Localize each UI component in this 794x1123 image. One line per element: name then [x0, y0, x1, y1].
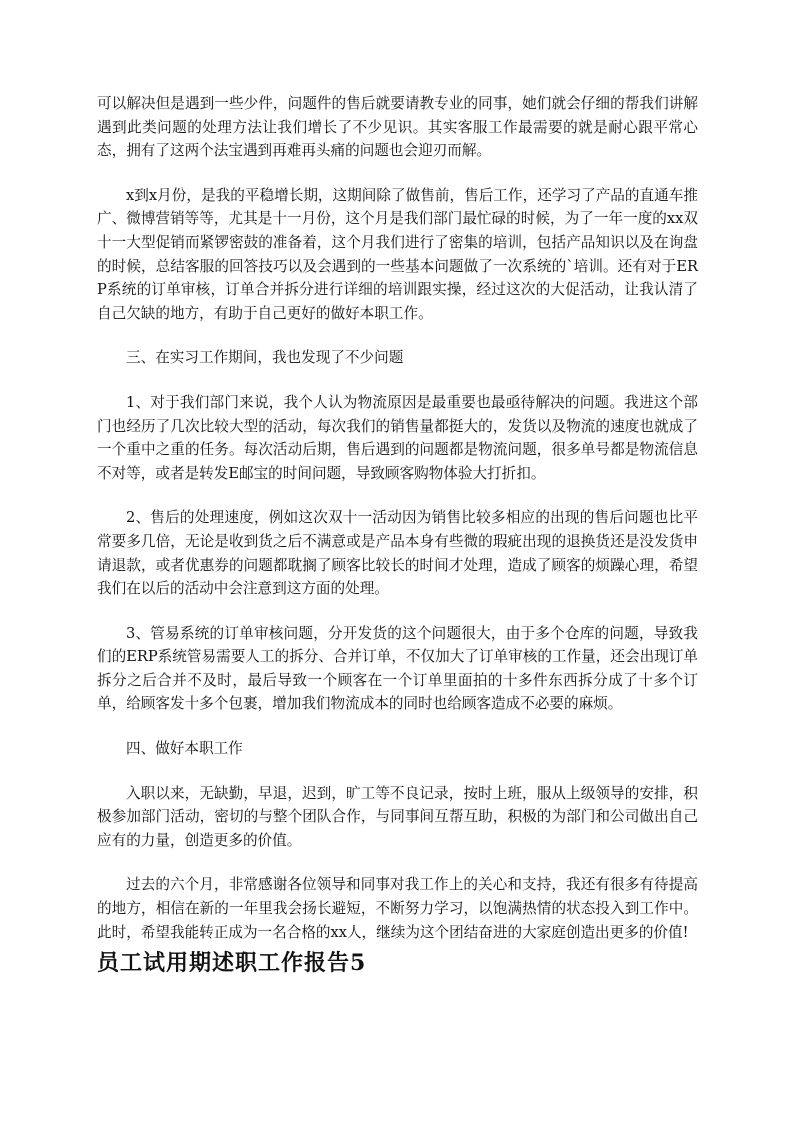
- document-title: 员工试用期述职工作报告5: [97, 950, 367, 976]
- paragraph-problem-logistics: 1、对于我们部门来说，我个人认为物流原因是最重要也最亟待解决的问题。我进这个部门也经历了几次比较大型的活动，每次我们的销售量都挺大的，发货以及物流的速度也就成了一个重中之重的任务。每次活动后期，售后遇到的问题都是物流问题，很多单号都是物流信息不对等，或者是转发E邮宝的时间问题，导致顾客购物体验大打折扣。: [97, 393, 698, 482]
- paragraph-intro-continuation: 可以解决但是遇到一些少件，问题件的售后就要请教专业的同事，她们就会仔细的帮我们讲解遇到此类问题的处理方法让我们增长了不少见识。其实客服工作最需要的就是耐心跟平常心态，拥有了这两个法宝遇到再难再头痛的问题也会迎刃而解。: [97, 95, 698, 160]
- section-heading-problems: 三、在实习工作期间，我也发现了不少问题: [126, 349, 404, 367]
- document-body: [97, 92, 698, 976]
- paragraph-problem-order-system: 3、管易系统的订单审核问题，分开发货的这个问题很大，由于多个仓库的问题，导致我们的ERP系统管易需要人工的拆分、合并订单，不仅加大了订单审核的工作量，还会出现订单拆分之后合并不及时，最后导致一个顾客在一个订单里面拍的十多件东西拆分成了十多个订单，给顾客发十多个包裹，增加我们物流成本的同时也给顾客造成不必要的麻烦。: [97, 624, 698, 713]
- paragraph-attendance: 入职以来，无缺勤，早退，迟到，旷工等不良记录，按时上班，服从上级领导的安排，积极参加部门活动，密切的与整个团队合作，与同事间互帮互助，积极的为部门和公司做出自己应有的力量，创造更多的价值。: [97, 784, 698, 849]
- paragraph-problem-after-sales: 2、售后的处理速度，例如这次双十一活动因为销售比较多相应的出现的售后问题也比平常要多几倍，无论是收到货之后不满意或是产品本身有些微的瑕疵出现的退换货还是没发货申请退款，或者优惠券的问题都耽搁了顾客比较长的时间才处理，造成了顾客的烦躁心理，希望我们在以后的活动中会注意到这方面的处理。: [97, 509, 698, 598]
- section-heading-duties: 四、做好本职工作: [126, 740, 243, 758]
- paragraph-closing: 过去的六个月，非常感谢各位领导和同事对我工作上的关心和支持，我还有很多有待提高的地方，相信在新的一年里我会扬长避短，不断努力学习，以饱满热情的状态投入到工作中。此时，希望我能转正成为一名合格的xx人，继续为这个团结奋进的大家庭创造出更多的价值!: [97, 876, 698, 941]
- paragraph-growth-period: x到x月份，是我的平稳增长期，这期间除了做售前，售后工作，还学习了产品的直通车推广、微博营销等等，尤其是十一月份，这个月是我们部门最忙碌的时候，为了一年一度的xx双十一大型促销而紧锣密鼓的准备着，这个月我们进行了密集的培训，包括产品知识以及在询盘的时候，总结客服的回答技巧以及会遇到的一些基本问题做了一次系统的`培训。还有对于ERP系统的订单审核，订单合并拆分进行详细的培训跟实操，经过这次的大促活动，让我认清了自己欠缺的地方，有助于自己更好的做好本职工作。: [97, 186, 698, 322]
